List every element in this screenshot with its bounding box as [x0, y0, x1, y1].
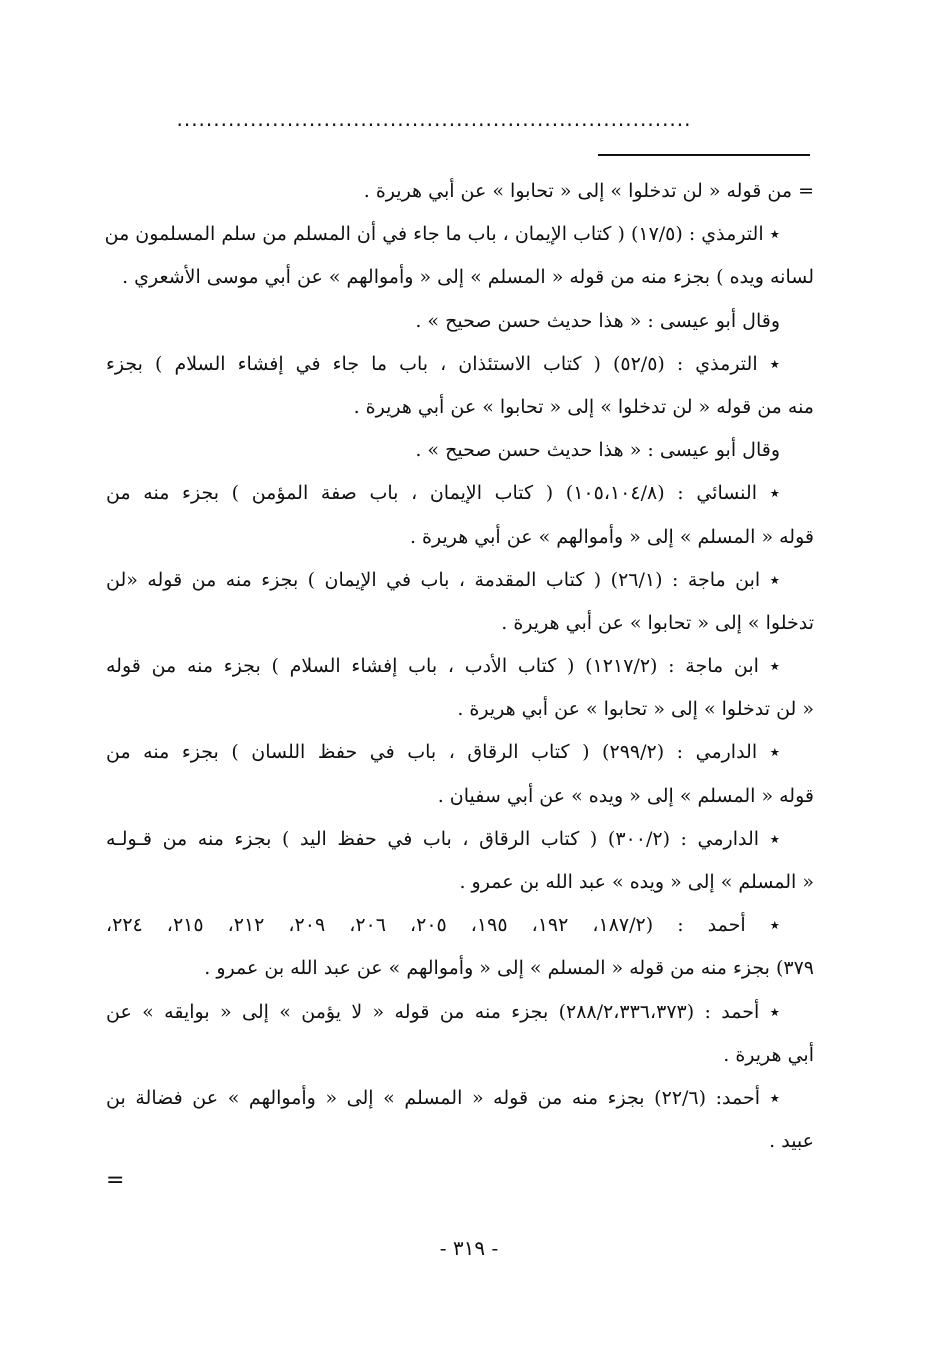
text-line: أبي هريرة .: [723, 1043, 814, 1066]
text-line: قوله « المسلم » إلى « وأموالهم » عن أبي هريرة .: [409, 525, 814, 548]
text-line: وقال أبو عيسى : « هذا حديث حسن صحيح » .: [415, 439, 780, 462]
text-line: تدخلوا » إلى « تحابوا » عن أبي هريرة .: [501, 611, 814, 634]
text-line: = من قوله « لن تدخلوا » إلى « تحابوا » عن أبي هريرة .: [363, 180, 814, 202]
text-line: « لن تدخلوا » إلى « تحابوا » عن أبي هريرة .: [457, 698, 814, 721]
text-line: لسانه ويده ) بجزء منه من قوله « المسلم » إلى « وأموالهم » عن أبي موسى الأشعري .: [122, 266, 814, 289]
text-line: ٭ أحمد : (٢٨٨/٢،٣٣٦،٣٧٣) بجزء منه من قوله « لا يؤمن » إلى « بوايقه » عن: [106, 1000, 780, 1023]
separator-dots: ......................................................................: [176, 107, 692, 131]
text-line: وقال أبو عيسى : « هذا حديث حسن صحيح » .: [415, 309, 780, 332]
text-line: ٭ الترمذي : (١٧/٥) ( كتاب الإيمان ، باب ما جاء في أن المسلم من سلم المسلمون من: [104, 223, 780, 246]
text-line: قوله « المسلم » إلى « ويده » عن أبي سفيان .: [437, 784, 814, 807]
text-line: عبيد .: [769, 1130, 814, 1153]
text-line: ٭ أحمد : (١٨٧/٢، ١٩٢، ١٩٥، ٢٠٥، ٢٠٦، ٢٠٩، ٢١٢، ٢١٥، ٢٢٤،: [106, 914, 781, 937]
text-line: ٭ الترمذي : (٥٢/٥) ( كتاب الاستئذان ، باب ما جاء في إفشاء السلام ) بجزء: [106, 352, 780, 375]
text-line: ٭ ابن ماجة : (١٢١٧/٢) ( كتاب الأدب ، باب إفشاء السلام ) بجزء منه من قوله: [106, 655, 780, 678]
text-line: منه من قوله « لن تدخلوا » إلى « تحابوا » عن أبي هريرة .: [353, 395, 814, 418]
continuation-mark: =: [106, 1168, 125, 1193]
text-line: ٭ النسائي : (١٠٥،١٠٤/٨) ( كتاب الإيمان ، باب صفة المؤمن ) بجزء منه من: [106, 482, 780, 505]
text-line: ٭ ابن ماجة : (٢٦/١) ( كتاب المقدمة ، باب في الإيمان ) بجزء منه من قوله «لن: [106, 568, 781, 591]
page-number: - ٣١٩ -: [439, 1236, 499, 1260]
footnotes-body: [106, 170, 814, 1163]
text-line: ٭ الدارمي : (٣٠٠/٢) ( كتاب الرقاق ، باب في حفظ اليد ) بجزء منه من قـولـه: [106, 827, 780, 850]
text-line: « المسلم » إلى « ويده » عبد الله بن عمرو .: [459, 871, 814, 893]
text-line: ٭ الدارمي : (٢٩٩/٢) ( كتاب الرقاق ، باب في حفظ اللسان ) بجزء منه من: [106, 741, 781, 764]
text-line: ٭ أحمد: (٢٢/٦) بجزء منه من قوله « المسلم » إلى « وأموالهم » عن فضالة بن: [106, 1086, 780, 1109]
footnote-rule: [598, 154, 810, 156]
text-line: ٣٧٩) بجزء منه من قوله « المسلم » إلى « وأموالهم » عن عبد الله بن عمرو .: [204, 957, 814, 980]
